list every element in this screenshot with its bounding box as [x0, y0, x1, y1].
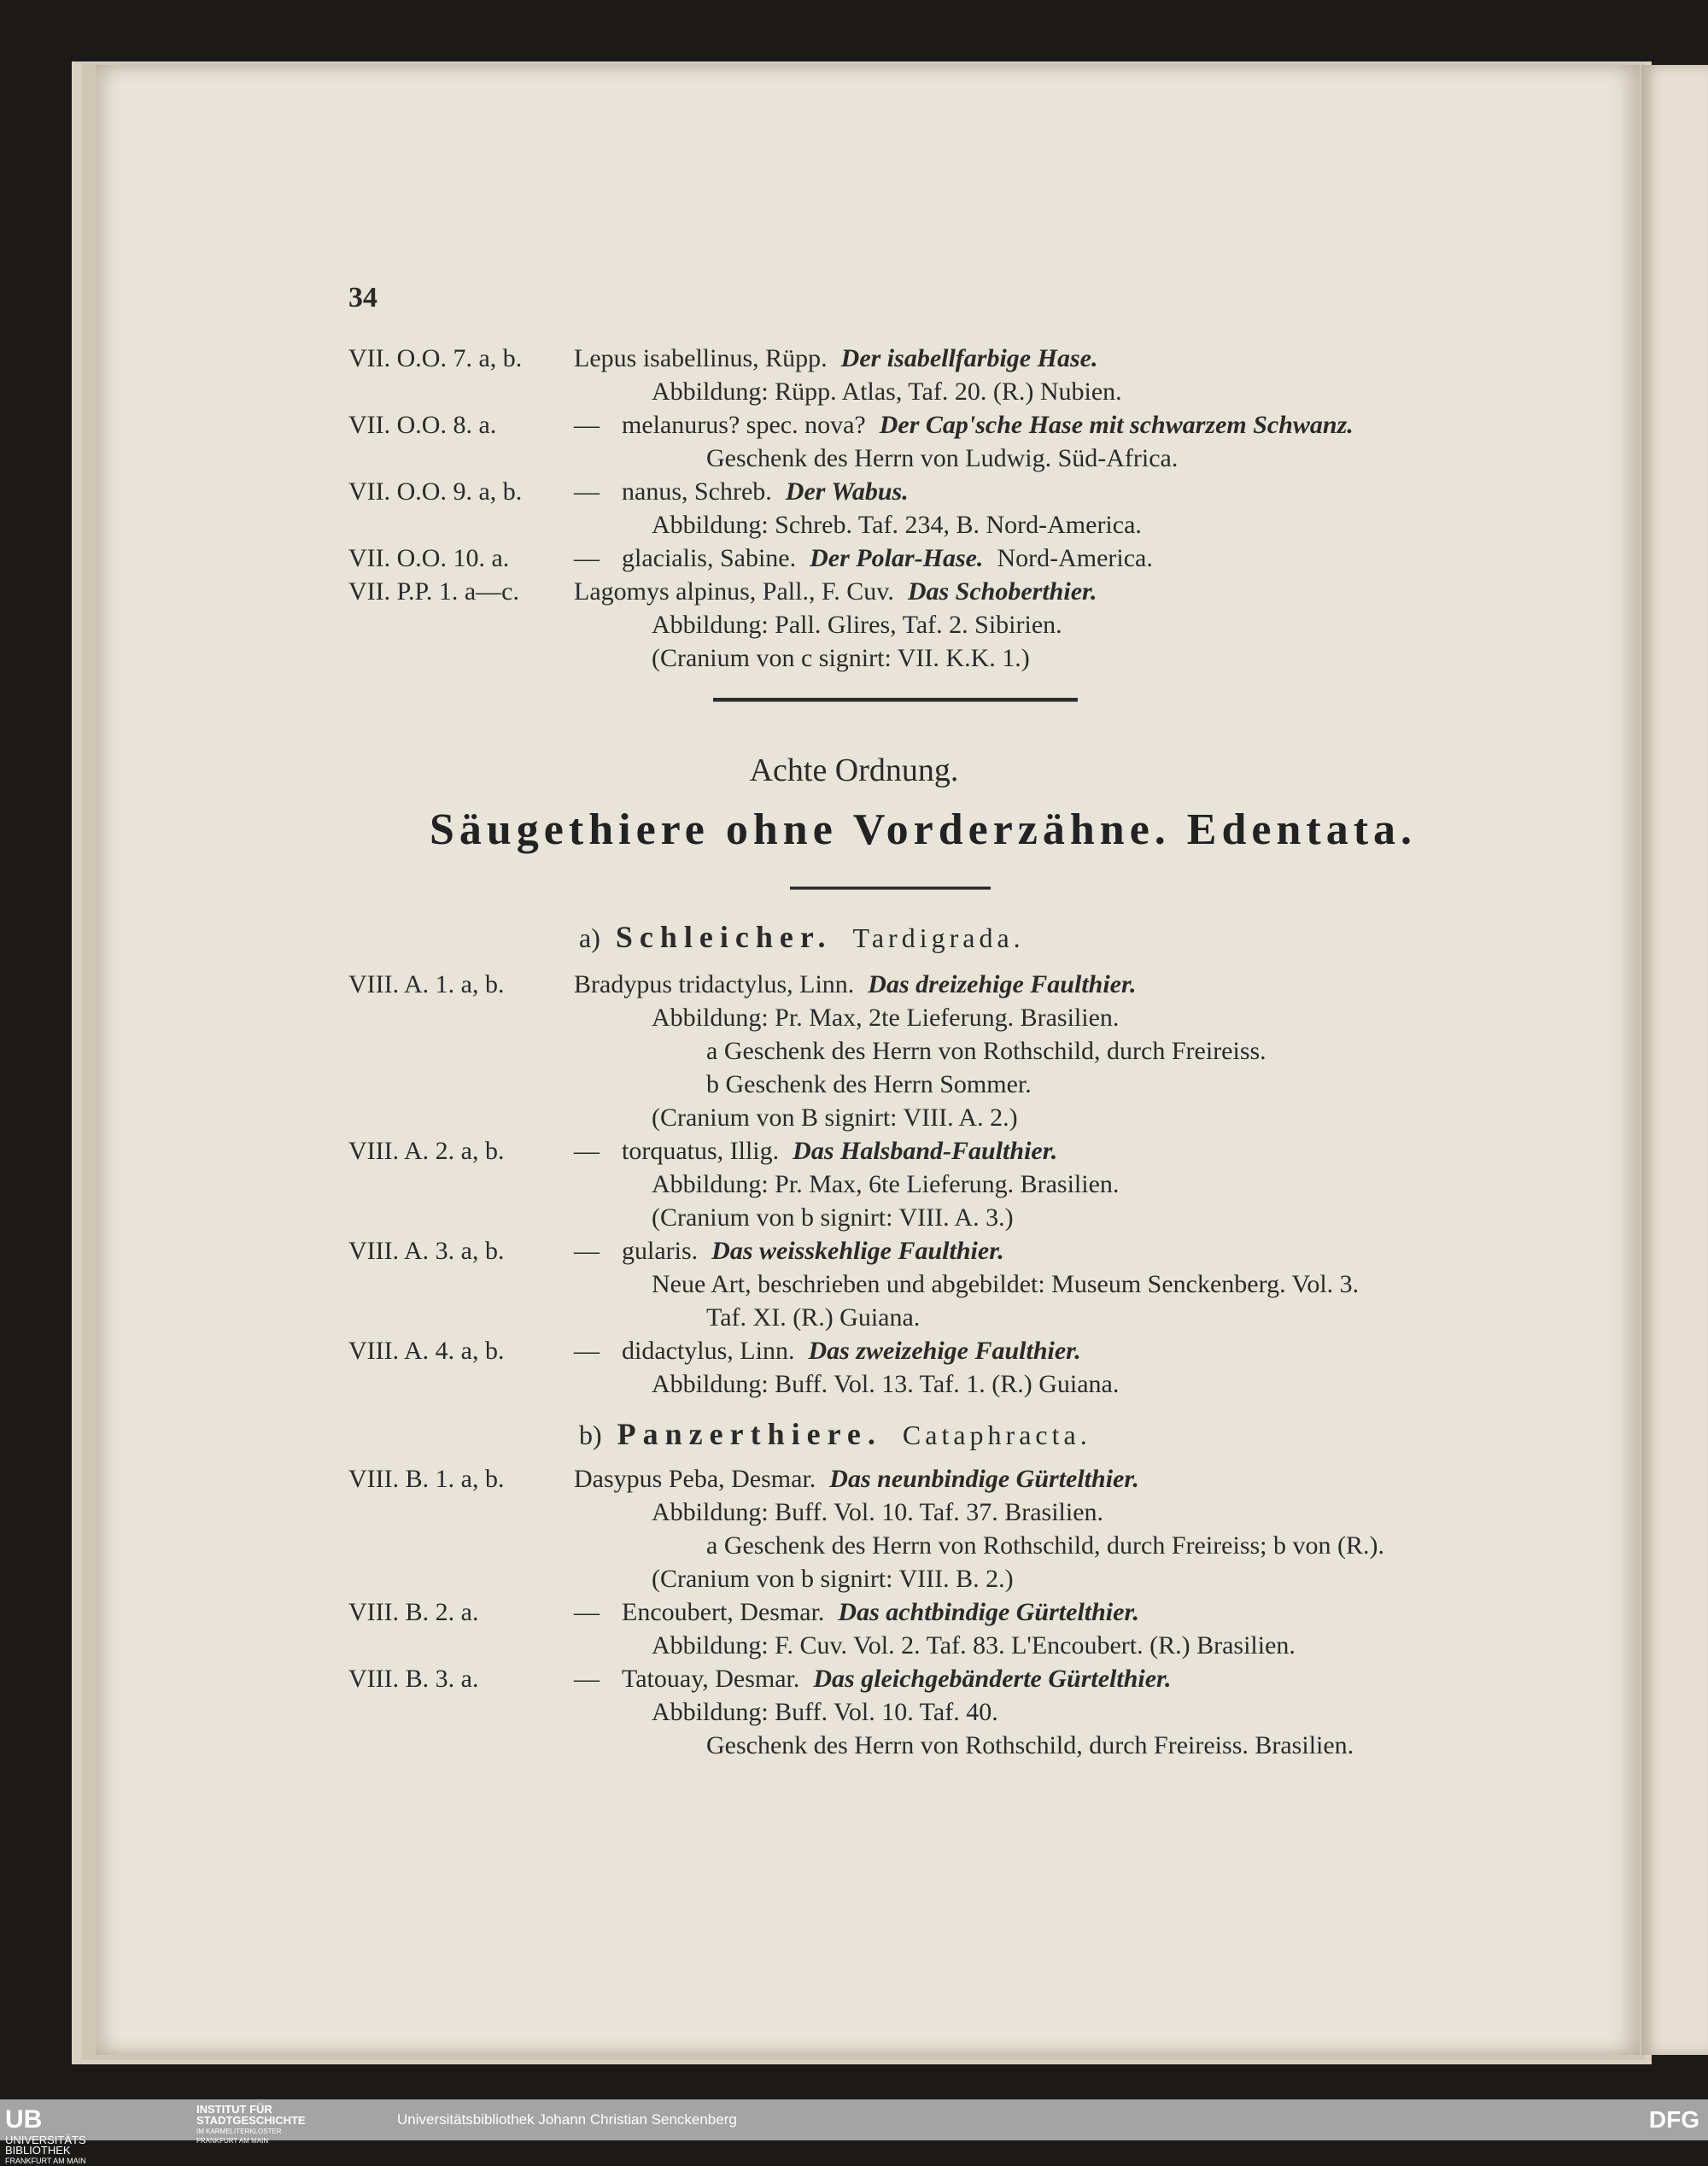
species-name	[622, 1234, 1004, 1267]
latin-name: Lagomys alpinus, Pall., F. Cuv.	[574, 577, 894, 606]
detail-line	[348, 1101, 1544, 1134]
german-name: Der Polar-Hase.	[810, 544, 984, 572]
detail-text: (Cranium von B signirt: VIII. A. 2.)	[652, 1103, 1018, 1132]
detail-line	[348, 1729, 1544, 1762]
species-name	[574, 342, 1097, 375]
detail-text: (Cranium von b signirt: VIII. B. 2.)	[652, 1565, 1014, 1593]
subheading-german: Schleicher.	[615, 920, 833, 954]
detail-text: Taf. XI. (R.) Guiana.	[706, 1303, 921, 1332]
ub-logo[interactable]	[5, 2105, 86, 2166]
ub-logo-mark: UB	[5, 2105, 43, 2134]
detail-line	[348, 1367, 1544, 1401]
subheading-b	[579, 1416, 1091, 1452]
detail-text: Abbildung: Schreb. Taf. 234, B. Nord-America.	[652, 511, 1142, 539]
species-name	[622, 1595, 1139, 1629]
dfg-logo[interactable]: DFG	[1648, 2106, 1699, 2133]
ditto-dash: —	[574, 1237, 600, 1265]
subheading-a	[579, 919, 1025, 955]
entry-line	[348, 542, 1544, 575]
species-name	[622, 475, 909, 508]
ditto-dash: —	[574, 1137, 600, 1165]
detail-text: Abbildung: Buff. Vol. 10. Taf. 40.	[652, 1698, 998, 1726]
ditto-dash: —	[574, 1665, 600, 1693]
detail-line	[348, 1001, 1544, 1034]
detail-line	[348, 1034, 1544, 1068]
species-name	[622, 1662, 1172, 1695]
detail-text: (Cranium von c signirt: VII. K.K. 1.)	[652, 644, 1030, 672]
entry-line	[348, 1462, 1544, 1496]
detail-text: Abbildung: Pr. Max, 2te Lieferung. Brasilien.	[652, 1004, 1120, 1032]
detail-text: Abbildung: Pr. Max, 6te Lieferung. Brasilien.	[652, 1170, 1120, 1198]
german-name: Der Cap'sche Hase mit schwarzem Schwanz.	[879, 411, 1354, 439]
detail-line	[348, 1068, 1544, 1101]
entry-line	[348, 1334, 1544, 1367]
logo-text: FRANKFURT AM MAIN	[5, 2157, 86, 2165]
entry-line	[348, 1595, 1544, 1629]
detail-line	[348, 1168, 1544, 1201]
detail-line	[348, 1695, 1544, 1729]
catalog-code: VII. O.O. 7. a, b.	[348, 344, 523, 372]
logo-text: BIBLIOTHEK	[5, 2144, 71, 2157]
species-name	[622, 1334, 1081, 1367]
german-name: Das neunbindige Gürtelthier.	[829, 1465, 1139, 1493]
species-name	[622, 542, 1153, 575]
catalog-code: VIII. A. 1. a, b.	[348, 970, 505, 998]
catalog-code: VIII. B. 3. a.	[348, 1665, 479, 1693]
catalog-code: VIII. A. 2. a, b.	[348, 1137, 505, 1165]
catalog-code: VIII. A. 4. a, b.	[348, 1337, 505, 1365]
subheading-letter: b)	[579, 1420, 602, 1450]
ditto-dash: —	[574, 1337, 600, 1365]
catalog-code: VII. O.O. 8. a.	[348, 411, 497, 439]
detail-line	[348, 608, 1544, 641]
detail-line	[348, 1496, 1544, 1529]
species-name	[574, 1462, 1139, 1496]
latin-name: Tatouay, Desmar.	[622, 1665, 800, 1693]
species-name	[622, 408, 1354, 442]
entry-line	[348, 968, 1544, 1001]
order-heading: Achte Ordnung.	[749, 752, 959, 788]
german-name: Das achtbindige Gürtelthier.	[838, 1598, 1139, 1626]
locality: Nord-America.	[997, 544, 1153, 572]
institution-name[interactable]: Universitätsbibliothek Johann Christian Senckenberg	[397, 2111, 737, 2128]
detail-text: b Geschenk des Herrn Sommer.	[706, 1070, 1032, 1098]
latin-name: Lepus isabellinus, Rüpp.	[574, 344, 828, 372]
entry-line	[348, 1662, 1544, 1695]
species-name	[622, 1134, 1057, 1168]
detail-text: Abbildung: Buff. Vol. 10. Taf. 37. Brasilien.	[652, 1498, 1104, 1526]
german-name: Der isabellfarbige Hase.	[840, 344, 1098, 372]
detail-text: Geschenk des Herrn von Ludwig. Süd-Africa.	[706, 444, 1179, 472]
latin-name: Dasypus Peba, Desmar.	[574, 1465, 816, 1493]
catalog-code: VIII. A. 3. a, b.	[348, 1237, 505, 1265]
detail-line	[348, 1201, 1544, 1234]
detail-line	[348, 1267, 1544, 1301]
detail-text: Abbildung: Rüpp. Atlas, Taf. 20. (R.) Nubien.	[652, 378, 1122, 406]
detail-line	[348, 375, 1544, 408]
detail-text: a Geschenk des Herrn von Rothschild, durch Freireiss; b von (R.).	[706, 1531, 1385, 1560]
detail-text: Geschenk des Herrn von Rothschild, durch Freireiss. Brasilien.	[706, 1731, 1354, 1759]
german-name: Das Schoberthier.	[907, 577, 1097, 606]
logo-text: STADTGESCHICHTE	[196, 2114, 306, 2127]
latin-name: Encoubert, Desmar.	[622, 1598, 825, 1626]
latin-name: glacialis, Sabine.	[622, 544, 797, 572]
latin-name: Bradypus tridactylus, Linn.	[574, 970, 855, 998]
logo-text: FRANKFURT AM MAIN	[196, 2137, 269, 2145]
entry-line	[348, 1134, 1544, 1168]
order-title: Säugethiere ohne Vorderzähne. Edentata.	[429, 805, 1418, 854]
detail-line	[348, 442, 1544, 475]
ditto-dash: —	[574, 477, 600, 506]
detail-text: Abbildung: Buff. Vol. 13. Taf. 1. (R.) Guiana.	[652, 1370, 1120, 1398]
detail-text: Neue Art, beschrieben und abgebildet: Museum Senckenberg. Vol. 3.	[652, 1270, 1360, 1298]
german-name: Das dreizehige Faulthier.	[868, 970, 1137, 998]
detail-line	[348, 1562, 1544, 1595]
detail-line	[348, 1301, 1544, 1334]
latin-name: didactylus, Linn.	[622, 1337, 795, 1365]
catalog-code: VIII. B. 1. a, b.	[348, 1465, 505, 1493]
entry-line	[348, 342, 1544, 375]
german-name: Das weisskehlige Faulthier.	[711, 1237, 1004, 1265]
german-name: Das zweizehige Faulthier.	[808, 1337, 1081, 1365]
catalog-section-lagomorpha	[348, 342, 1544, 675]
latin-name: melanurus? spec. nova?	[622, 411, 866, 439]
entry-line	[348, 475, 1544, 508]
entry-line	[348, 408, 1544, 442]
latin-name: torquatus, Illig.	[622, 1137, 780, 1165]
detail-text: Abbildung: Pall. Glires, Taf. 2. Sibirien.	[652, 611, 1062, 639]
catalog-section-cataphracta	[348, 1462, 1544, 1762]
detail-text: a Geschenk des Herrn von Rothschild, durch Freireiss.	[706, 1037, 1266, 1065]
entry-line	[348, 1234, 1544, 1267]
latin-name: nanus, Schreb.	[622, 477, 772, 506]
german-name: Das gleichgebänderte Gürtelthier.	[813, 1665, 1172, 1693]
subheading-latin: Cataphracta.	[902, 1420, 1091, 1450]
german-name: Das Halsband-Faulthier.	[793, 1137, 1058, 1165]
german-name: Der Wabus.	[785, 477, 909, 506]
entry-line	[348, 575, 1544, 608]
logo-text: IM KARMELITERKLOSTER	[196, 2128, 282, 2135]
ditto-dash: —	[574, 1598, 600, 1626]
detail-text: (Cranium von b signirt: VIII. A. 3.)	[652, 1203, 1014, 1232]
detail-line	[348, 508, 1544, 542]
species-name	[574, 968, 1137, 1001]
ditto-dash: —	[574, 411, 600, 439]
detail-line	[348, 1529, 1544, 1562]
catalog-section-tardigrada	[348, 968, 1544, 1401]
detail-text: Abbildung: F. Cuv. Vol. 2. Taf. 83. L'Encoubert. (R.) Brasilien.	[652, 1631, 1296, 1660]
ditto-dash: —	[574, 544, 600, 572]
catalog-code: VIII. B. 2. a.	[348, 1598, 479, 1626]
divider	[790, 887, 991, 890]
species-name	[574, 575, 1097, 608]
detail-line	[348, 641, 1544, 675]
catalog-code: VII. O.O. 9. a, b.	[348, 477, 523, 506]
subheading-latin: Tardigrada.	[852, 922, 1025, 953]
footer-bar	[0, 2099, 1708, 2165]
subheading-german: Panzerthiere.	[617, 1417, 882, 1451]
detail-line	[348, 1629, 1544, 1662]
latin-name: gularis.	[622, 1237, 699, 1265]
logo-text: INSTITUT FÜR	[196, 2103, 272, 2116]
catalog-code: VII. O.O. 10. a.	[348, 544, 510, 572]
facing-page-edge	[1641, 65, 1708, 2055]
catalog-code: VII. P.P. 1. a—c.	[348, 577, 519, 606]
logo-text: UNIVERSITÄTS	[5, 2134, 86, 2146]
page-number: 34	[348, 282, 377, 313]
isg-logo[interactable]	[196, 2105, 306, 2146]
subheading-letter: a)	[579, 922, 600, 953]
divider	[713, 698, 1078, 702]
